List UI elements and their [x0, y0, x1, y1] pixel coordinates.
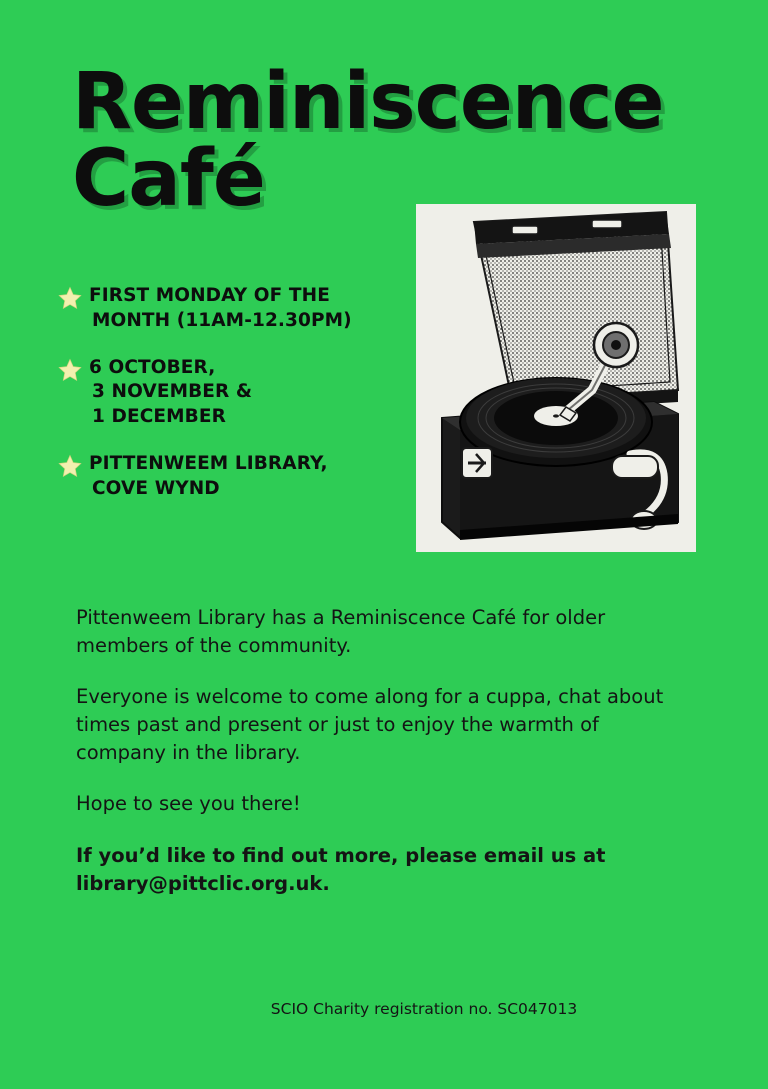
title-line-2: Café: [72, 134, 265, 225]
page-title: [72, 57, 712, 225]
list-item: [58, 356, 408, 430]
list-item-text: [89, 452, 328, 502]
list-item-text: [89, 284, 352, 334]
paragraph: Pittenweem Library has a Reminiscence Café for older members of the community.: [76, 606, 606, 657]
list-item-line: 3 NOVEMBER &: [92, 381, 253, 403]
body-copy: [76, 604, 676, 898]
footer: [0, 1000, 768, 1019]
charity-registration-text: SCIO Charity registration no. SC047013: [270, 1000, 578, 1018]
gramophone-record-player-illustration: [416, 204, 696, 552]
list-item: [58, 284, 408, 334]
list-item-text: [89, 356, 252, 430]
star-icon: [58, 358, 82, 382]
star-icon: [58, 286, 82, 310]
contact-email-text: If you’d like to find out more, please email us at library@pittclic.org.uk.: [76, 844, 606, 895]
paragraph: Hope to see you there!: [76, 792, 301, 816]
list-item-line: MONTH (11AM-12.30PM): [92, 309, 352, 331]
paragraph: Everyone is welcome to come along for a cuppa, chat about times past and present or just to enjoy the warmth of company in the library.: [76, 685, 664, 764]
title-line-1: Reminiscence: [72, 57, 664, 147]
list-item-line: 1 DECEMBER: [92, 406, 226, 428]
list-item: [58, 452, 408, 502]
list-item-line: 6 OCTOBER,: [89, 356, 216, 378]
star-icon: [58, 454, 82, 478]
details-list: [58, 284, 408, 523]
list-item-line: FIRST MONDAY OF THE: [89, 285, 330, 306]
list-item-line: PITTENWEEM LIBRARY,: [89, 452, 328, 474]
list-item-line: COVE WYND: [92, 477, 220, 499]
